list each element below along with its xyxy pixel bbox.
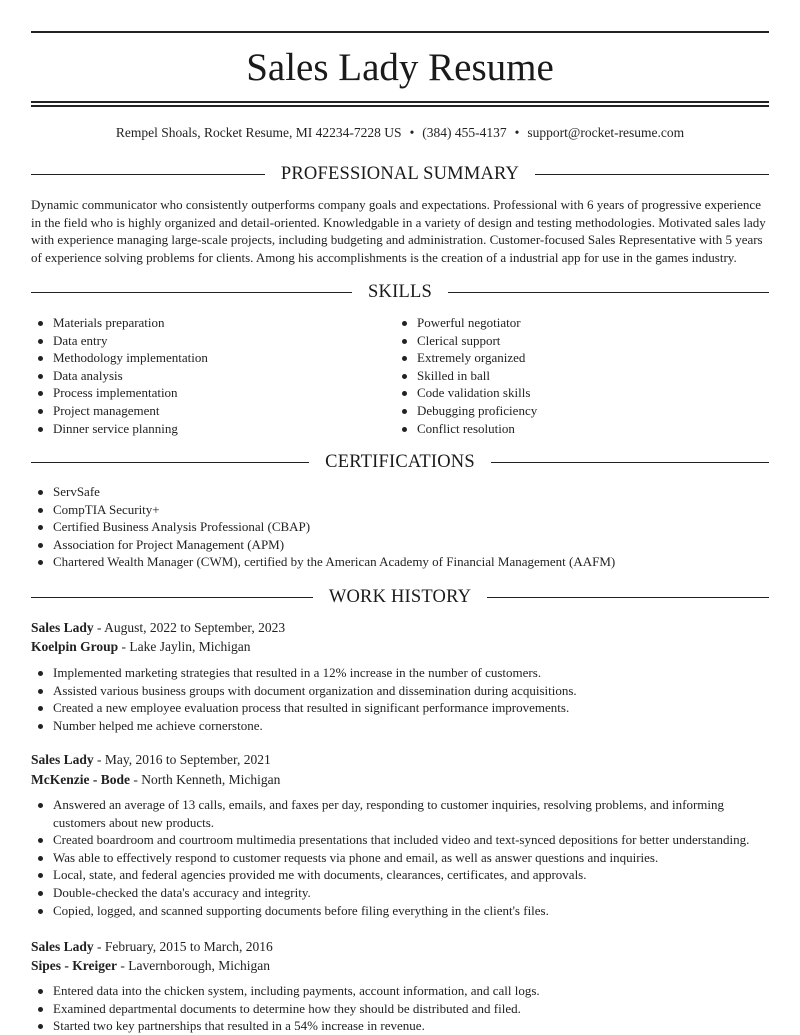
job-role: Sales Lady xyxy=(31,752,94,767)
job-title-line xyxy=(31,937,769,956)
certification-item: CompTIA Security+ xyxy=(31,501,769,519)
skill-item: Data entry xyxy=(31,332,391,350)
job-title-line xyxy=(31,750,769,769)
contact-email: support@rocket-resume.com xyxy=(527,125,685,140)
section-title: CERTIFICATIONS xyxy=(325,452,475,472)
job-company-line xyxy=(31,956,769,975)
skill-item: Dinner service planning xyxy=(31,420,391,438)
skills-list-left xyxy=(31,314,391,437)
job-role: Sales Lady xyxy=(31,939,94,954)
section-header-summary xyxy=(31,162,769,186)
job-bullet: Copied, logged, and scanned supporting documents before filing everything in the client's files. xyxy=(31,902,769,920)
section-rule xyxy=(31,174,265,175)
job-bullet: Answered an average of 13 calls, emails, and faxes per day, responding to customer inquiries, resolving problems, and informing customers about new products. xyxy=(31,796,769,831)
section-rule xyxy=(448,292,769,293)
certifications-list xyxy=(31,483,769,571)
section-header-skills xyxy=(31,280,769,304)
job-bullet: Created boardroom and courtroom multimedia presentations that included video and text-synced depositions for better understanding. xyxy=(31,831,769,849)
section-rule xyxy=(31,462,309,463)
job-bullet: Implemented marketing strategies that resulted in a 12% increase in the number of customers. xyxy=(31,664,769,682)
skill-item: Skilled in ball xyxy=(395,367,765,385)
summary-text: Dynamic communicator who consistently outperforms company goals and expectations. Professional with 6 years of progressive experience in the field who is highly organized and detail-oriented. Knowledgable in a variety of design and testing methodologies. Motivated sales lady with experience managing large-scale projects, including budgeting and administration. Customer-focused Sales Representative with 5 years of experience solving problems for clients. Among his accomplishments is the creation of a industrial app for use in the games industry. xyxy=(31,197,766,266)
job-bullets xyxy=(31,796,769,919)
section-rule xyxy=(491,462,769,463)
job-location: - Lake Jaylin, Michigan xyxy=(118,639,251,654)
job-location: - North Kenneth, Michigan xyxy=(129,772,281,787)
job-bullet: Entered data into the chicken system, including payments, account information, and call logs. xyxy=(31,982,769,1000)
certification-item: Association for Project Management (APM) xyxy=(31,536,769,554)
section-title: PROFESSIONAL SUMMARY xyxy=(280,164,520,184)
skill-item: Methodology implementation xyxy=(31,349,391,367)
job-bullet: Started two key partnerships that resulted in a 54% increase in revenue. xyxy=(31,1017,769,1035)
contact-separator: • xyxy=(514,125,520,140)
job-bullet: Double-checked the data's accuracy and integrity. xyxy=(31,884,769,902)
section-header-work-history xyxy=(31,585,769,609)
job-dates: - May, 2016 to September, 2021 xyxy=(93,752,271,767)
title-rule-lower xyxy=(31,105,769,107)
certification-item: ServSafe xyxy=(31,483,769,501)
job-bullet: Number helped me achieve cornerstone. xyxy=(31,717,769,735)
certification-item: Certified Business Analysis Professional (CBAP) xyxy=(31,518,769,536)
section-title: WORK HISTORY xyxy=(328,587,472,607)
contact-line xyxy=(31,124,769,142)
contact-phone: (384) 455-4137 xyxy=(422,125,507,140)
title-rule-upper xyxy=(31,101,769,103)
skill-item: Powerful negotiator xyxy=(395,314,765,332)
job-company-line xyxy=(31,770,769,789)
job-company: McKenzie - Bode xyxy=(31,772,130,787)
section-header-certifications xyxy=(31,450,769,474)
job-company: Koelpin Group xyxy=(31,639,119,654)
skill-item: Process implementation xyxy=(31,384,391,402)
section-rule xyxy=(487,597,769,598)
contact-address: Rempel Shoals, Rocket Resume, MI 42234-7228 US xyxy=(115,125,402,140)
certification-item: Chartered Wealth Manager (CWM), certified by the American Academy of Financial Management (AAFM) xyxy=(31,553,769,571)
job-dates: - August, 2022 to September, 2023 xyxy=(93,620,286,635)
section-rule xyxy=(31,597,313,598)
job-bullet: Local, state, and federal agencies provided me with documents, clearances, certificates, and approvals. xyxy=(31,866,769,884)
resume-title: Sales Lady Resume xyxy=(246,46,554,89)
job-bullet: Created a new employee evaluation process that resulted in significant performance improvements. xyxy=(31,699,769,717)
skill-item: Conflict resolution xyxy=(395,420,765,438)
job-company: Sipes - Kreiger xyxy=(31,958,117,973)
job-dates: - February, 2015 to March, 2016 xyxy=(93,939,273,954)
top-rule xyxy=(31,31,769,33)
job-bullets xyxy=(31,982,769,1035)
job-bullet: Assisted various business groups with document organization and dissemination during acquisitions. xyxy=(31,682,769,700)
skill-item: Project management xyxy=(31,402,391,420)
job-bullets xyxy=(31,664,769,734)
contact-separator: • xyxy=(409,125,415,140)
skills-list-right xyxy=(395,314,765,437)
job-location: - Lavernborough, Michigan xyxy=(116,958,270,973)
section-rule xyxy=(31,292,352,293)
skill-item: Materials preparation xyxy=(31,314,391,332)
job-company-line xyxy=(31,637,769,656)
skill-item: Code validation skills xyxy=(395,384,765,402)
job-title-line xyxy=(31,618,769,637)
skill-item: Data analysis xyxy=(31,367,391,385)
section-rule xyxy=(535,174,769,175)
job-role: Sales Lady xyxy=(31,620,94,635)
skill-item: Extremely organized xyxy=(395,349,765,367)
skill-item: Clerical support xyxy=(395,332,765,350)
section-title: SKILLS xyxy=(368,282,432,302)
skill-item: Debugging proficiency xyxy=(395,402,765,420)
job-bullet: Was able to effectively respond to customer requests via phone and email, as well as answer questions and inquiries. xyxy=(31,849,769,867)
job-bullet: Examined departmental documents to determine how they should be distributed and filed. xyxy=(31,1000,769,1018)
